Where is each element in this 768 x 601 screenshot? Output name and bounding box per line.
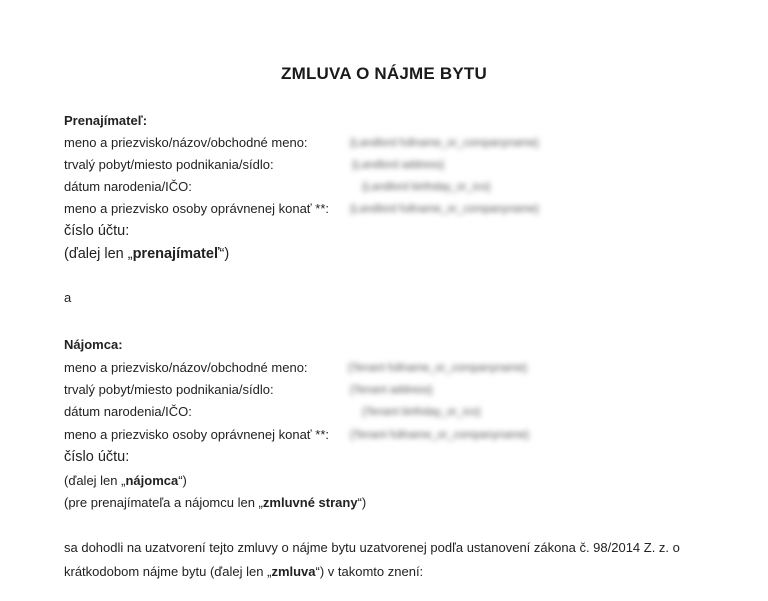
agreement-line-1: sa dohodli na uzatvorení tejto zmluvy o nájme bytu uzatvorenej podľa ustanovení zákona č. 98/2014 Z. z. o [64,540,680,555]
landlord-heading: Prenajímateľ: [64,113,148,128]
landlord-account-label: číslo účtu: [64,223,130,239]
landlord-address-label: trvalý pobyt/miesto podnikania/sídlo: [64,157,274,172]
landlord-representative-value: {Landlord fullname_or_companyname} [350,203,539,215]
tenant-alias-prefix: (ďalej len „ [64,473,126,488]
tenant-birthday-label: dátum narodenia/IČO: [64,404,192,419]
tenant-representative-label: meno a priezvisko osoby oprávnenej konať **: [64,427,330,442]
tenant-name-label: meno a priezvisko/názov/obchodné meno: [64,360,308,375]
tenant-alias-suffix: “) [178,473,187,488]
agreement-line-2-suffix: “) v takomto znení: [315,564,424,579]
landlord-name-value: {Landlord fullname_or_companyname} [350,137,539,149]
landlord-alias-suffix: “) [219,246,230,262]
tenant-alias-term: nájomca [125,473,179,488]
tenant-name-value: {Tenant fullname_or_companyname} [348,362,528,374]
landlord-representative-label: meno a priezvisko osoby oprávnenej konať **: [64,201,330,216]
landlord-alias-term: prenajímateľ [132,246,220,262]
tenant-address-label: trvalý pobyt/miesto podnikania/sídlo: [64,382,274,397]
landlord-alias-prefix: (ďalej len „ [64,246,133,262]
conjunction: a [64,290,72,305]
tenant-alias [64,473,187,489]
parties-alias-prefix: (pre prenajímateľa a nájomcu len „ [64,495,263,510]
agreement-line-2-prefix: krátkodobom nájme bytu (ďalej len „ [64,564,272,579]
landlord-address-value: {Landlord address} [352,159,445,171]
landlord-birthday-value: {Landlord birthday_or_ico} [362,181,491,193]
document-title: ZMLUVA O NÁJME BYTU [281,64,487,83]
tenant-birthday-value: {Tenant birthday_or_ico} [362,406,481,418]
parties-alias-suffix: “) [357,495,367,510]
agreement-line-2 [64,564,423,580]
landlord-alias [64,246,229,262]
tenant-address-value: {Tenant address} [350,384,433,396]
parties-alias-term: zmluvné strany [262,495,358,510]
tenant-representative-value: {Tenant fullname_or_companyname} [350,429,530,441]
landlord-name-label: meno a priezvisko/názov/obchodné meno: [64,135,308,150]
agreement-term: zmluva [271,564,316,579]
tenant-heading: Nájomca: [64,337,123,352]
landlord-birthday-label: dátum narodenia/IČO: [64,179,192,194]
tenant-account-label: číslo účtu: [64,449,130,465]
parties-alias [64,495,366,511]
